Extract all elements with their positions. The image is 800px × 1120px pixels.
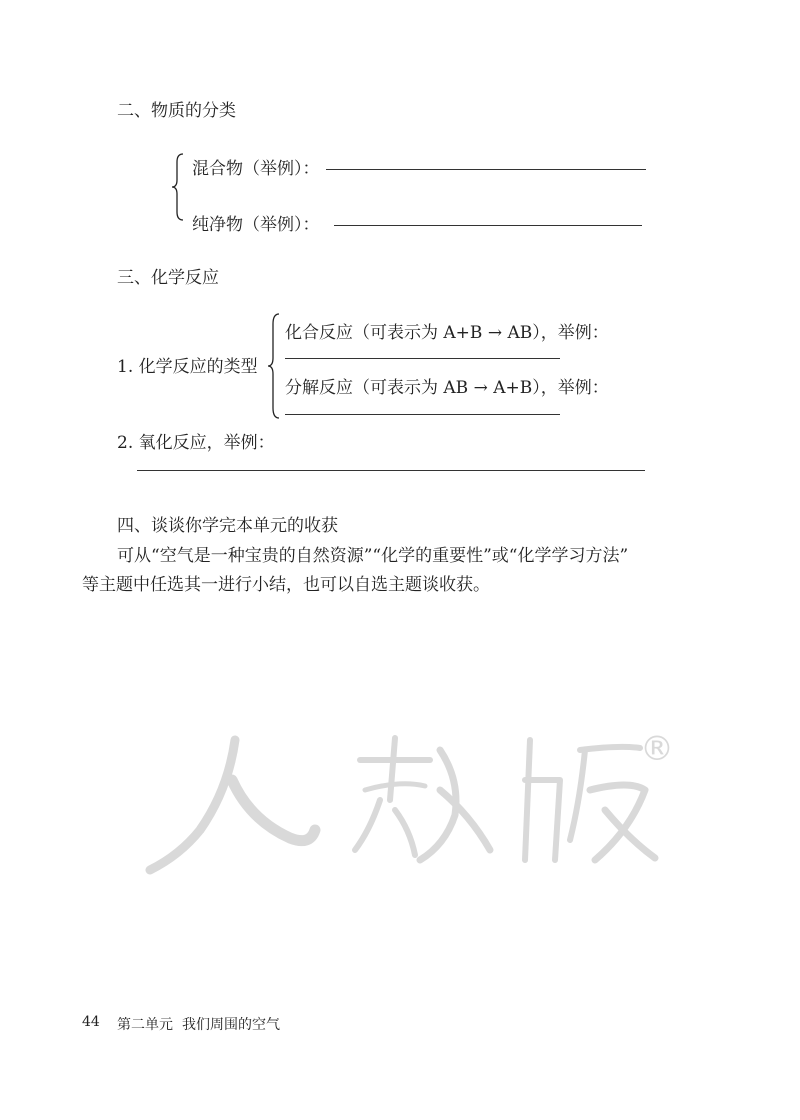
reaction-types-label: 1. 化学反应的类型 [117,357,258,377]
decomposition-answer-line [285,414,560,415]
summary-paragraph-line2: 等主题中任选其一进行小结，也可以自选主题谈收获。 [82,575,490,595]
combination-reaction-label: 化合反应（可表示为 A+B → AB），举例： [285,323,609,343]
summary-paragraph-line1: 可从“空气是一种宝贵的自然资源”“化学的重要性”或“化学学习方法” [117,546,629,566]
oxidation-reaction-label: 2. 氧化反应，举例： [117,433,275,453]
decomposition-reaction-label: 分解反应（可表示为 AB → A+B），举例： [285,378,609,398]
pure-substance-answer-line [334,225,642,226]
section3-heading: 三、化学反应 [117,268,219,288]
combination-answer-line [285,358,560,359]
section4-heading: 四、谈谈你学完本单元的收获 [117,516,338,536]
publisher-watermark-logo [140,720,680,880]
left-brace-icon [266,312,282,420]
unit-name: 第二单元 [117,1017,173,1033]
unit-title: 我们周围的空气 [182,1017,280,1033]
registered-mark: ® [640,729,674,769]
left-brace-icon [170,152,186,222]
mixture-answer-line [326,169,646,170]
mixture-label: 混合物（举例）： [192,159,320,179]
page-number: 44 [82,1014,100,1030]
pure-substance-label: 纯净物（举例）： [192,215,320,235]
section2-heading: 二、物质的分类 [117,101,236,121]
oxidation-answer-line [137,470,645,471]
